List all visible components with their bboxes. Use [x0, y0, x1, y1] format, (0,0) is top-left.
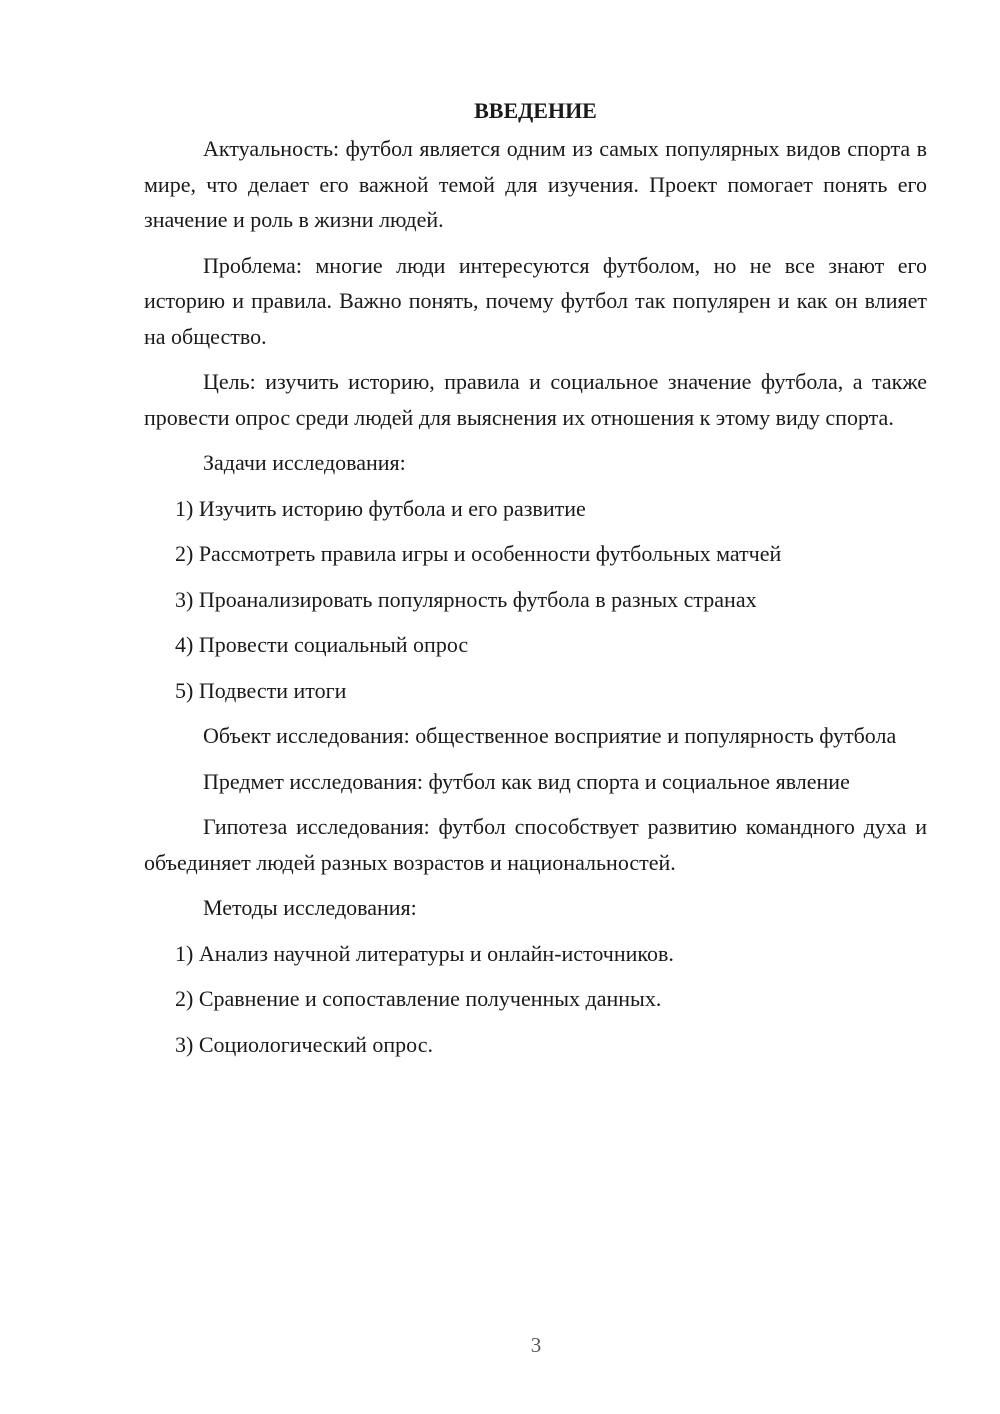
hypothesis-paragraph: Гипотеза исследования: футбол способствует развитию командного духа и объединяет людей разных возрастов и национальностей.: [144, 814, 927, 875]
method-item-3: 3) Социологический опрос.: [175, 1031, 433, 1057]
relevance-paragraph: Актуальность: футбол является одним из самых популярных видов спорта в мире, что делает его важной темой для изучения. Проект помогает понять его значение и роль в жизни людей.: [144, 136, 927, 232]
section-title: ВВЕДЕНИЕ: [474, 98, 597, 123]
task-item-3: 3) Проанализировать популярность футбола в разных странах: [175, 586, 757, 612]
problem-paragraph: Проблема: многие люди интересуются футболом, но не все знают его историю и правила. Важно понять, почему футбол так популярен и как он влияет на общество.: [144, 252, 927, 349]
goal-paragraph: Цель: изучить историю, правила и социальное значение футбола, а также провести опрос среди людей для выяснения их отношения к этому виду спорта.: [144, 369, 927, 430]
method-item-2: 2) Сравнение и сопоставление полученных данных.: [175, 986, 662, 1011]
task-item-1: 1) Изучить историю футбола и его развитие: [175, 495, 586, 521]
method-item-1: 1) Анализ научной литературы и онлайн-источников.: [175, 940, 674, 966]
subject-paragraph: Предмет исследования: футбол как вид спорта и социальное явление: [203, 768, 850, 794]
page-number: 3: [530, 1333, 542, 1357]
task-item-2: 2) Рассмотреть правила игры и особенности футбольных матчей: [175, 541, 782, 566]
task-item-5: 5) Подвести итоги: [175, 677, 347, 703]
document-page: [144, 95, 927, 1072]
tasks-heading: Задачи исследования:: [203, 450, 406, 475]
methods-heading: Методы исследования:: [203, 895, 417, 920]
object-paragraph: Объект исследования: общественное восприятие и популярность футбола: [203, 723, 897, 748]
task-item-4: 4) Провести социальный опрос: [175, 632, 469, 657]
